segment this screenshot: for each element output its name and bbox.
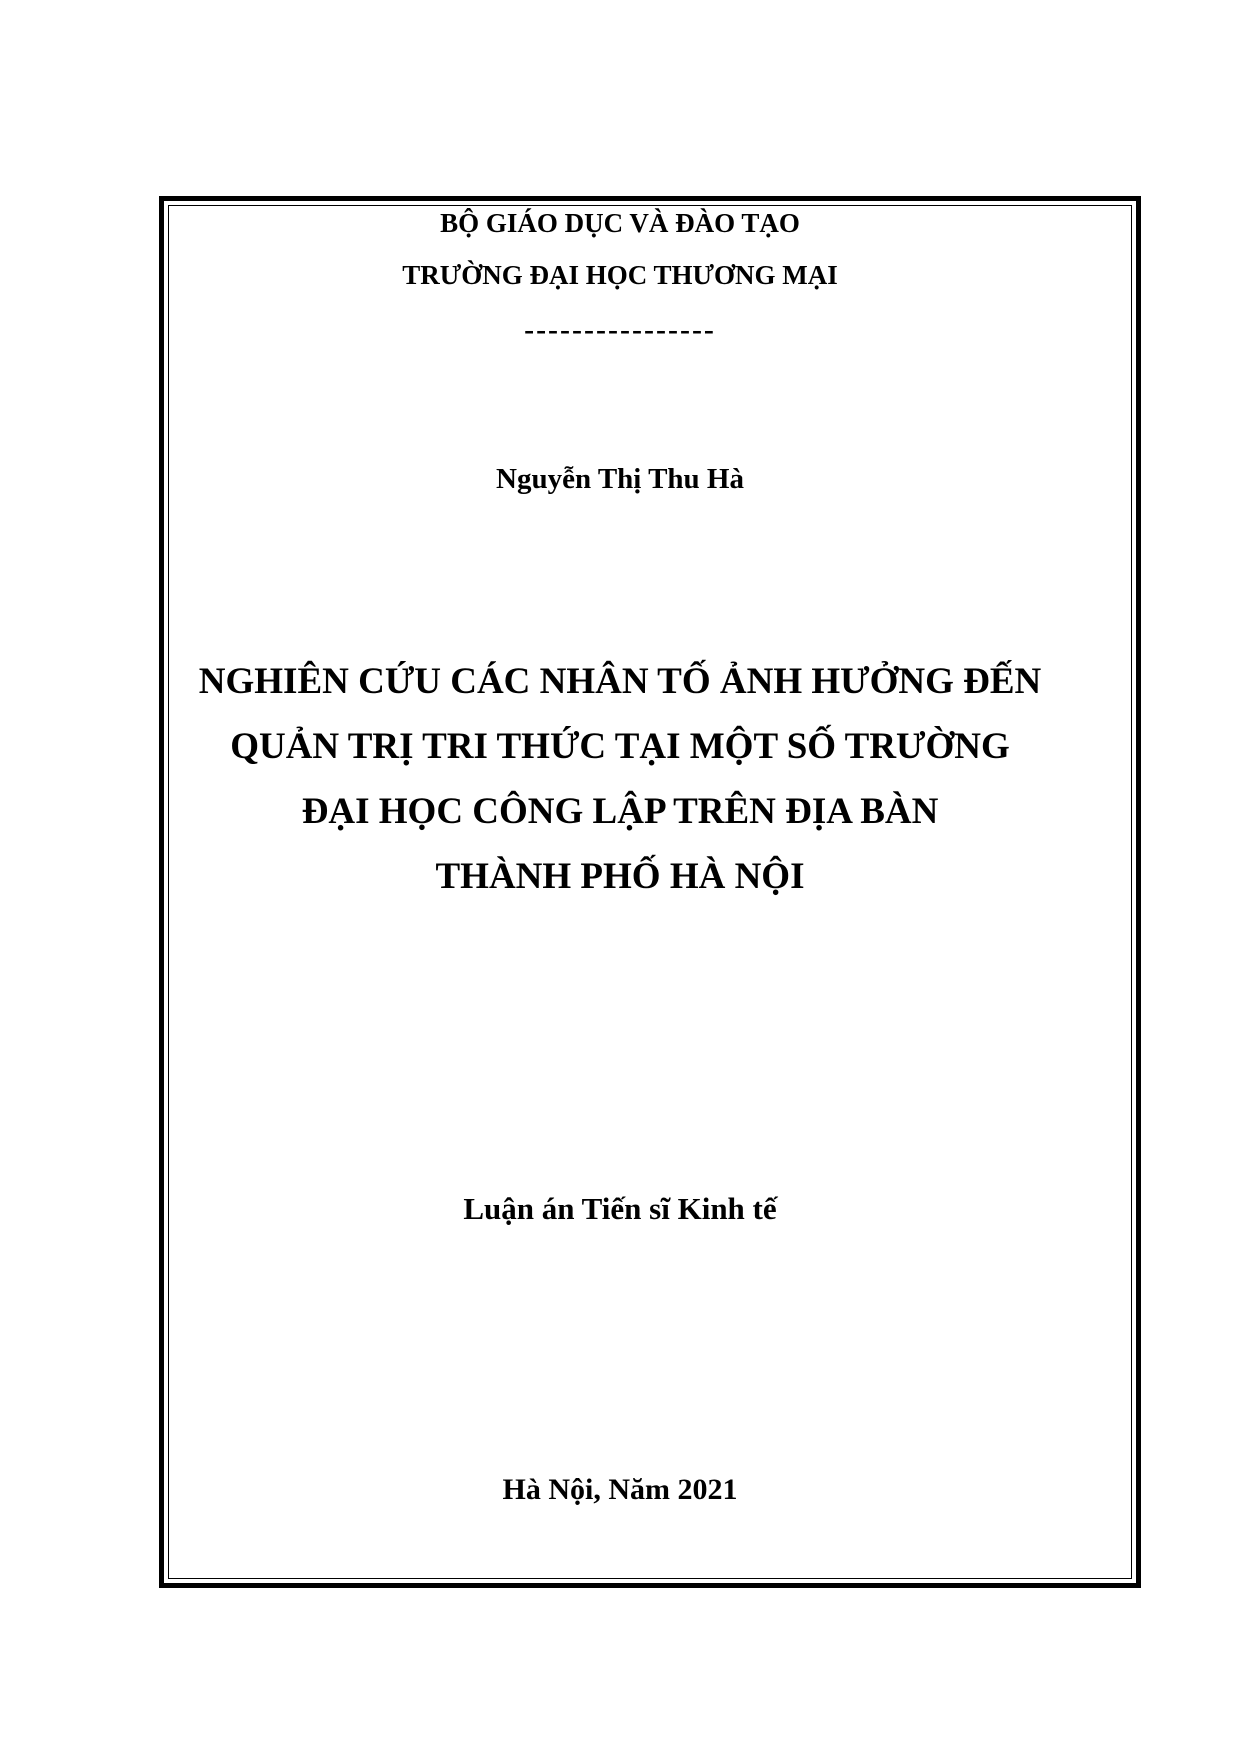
thesis-title-line-1: NGHIÊN CỨU CÁC NHÂN TỐ ẢNH HƯỞNG ĐẾN	[198, 661, 1042, 702]
header-divider: ----------------	[524, 313, 716, 346]
university-name: TRƯỜNG ĐẠI HỌC THƯƠNG MẠI	[402, 260, 838, 290]
thesis-title-line-2: QUẢN TRỊ TRI THỨC TẠI MỘT SỐ TRƯỜNG	[230, 726, 1010, 767]
degree-type: Luận án Tiến sĩ Kinh tế	[463, 1191, 777, 1226]
place-and-year: Hà Nội, Năm 2021	[502, 1473, 738, 1506]
ministry-name: BỘ GIÁO DỤC VÀ ĐÀO TẠO	[440, 208, 800, 238]
thesis-title-line-4: THÀNH PHỐ HÀ NỘI	[435, 856, 805, 897]
author-name: Nguyễn Thị Thu Hà	[496, 463, 744, 495]
thesis-title-line-3: ĐẠI HỌC CÔNG LẬP TRÊN ĐỊA BÀN	[301, 791, 939, 832]
